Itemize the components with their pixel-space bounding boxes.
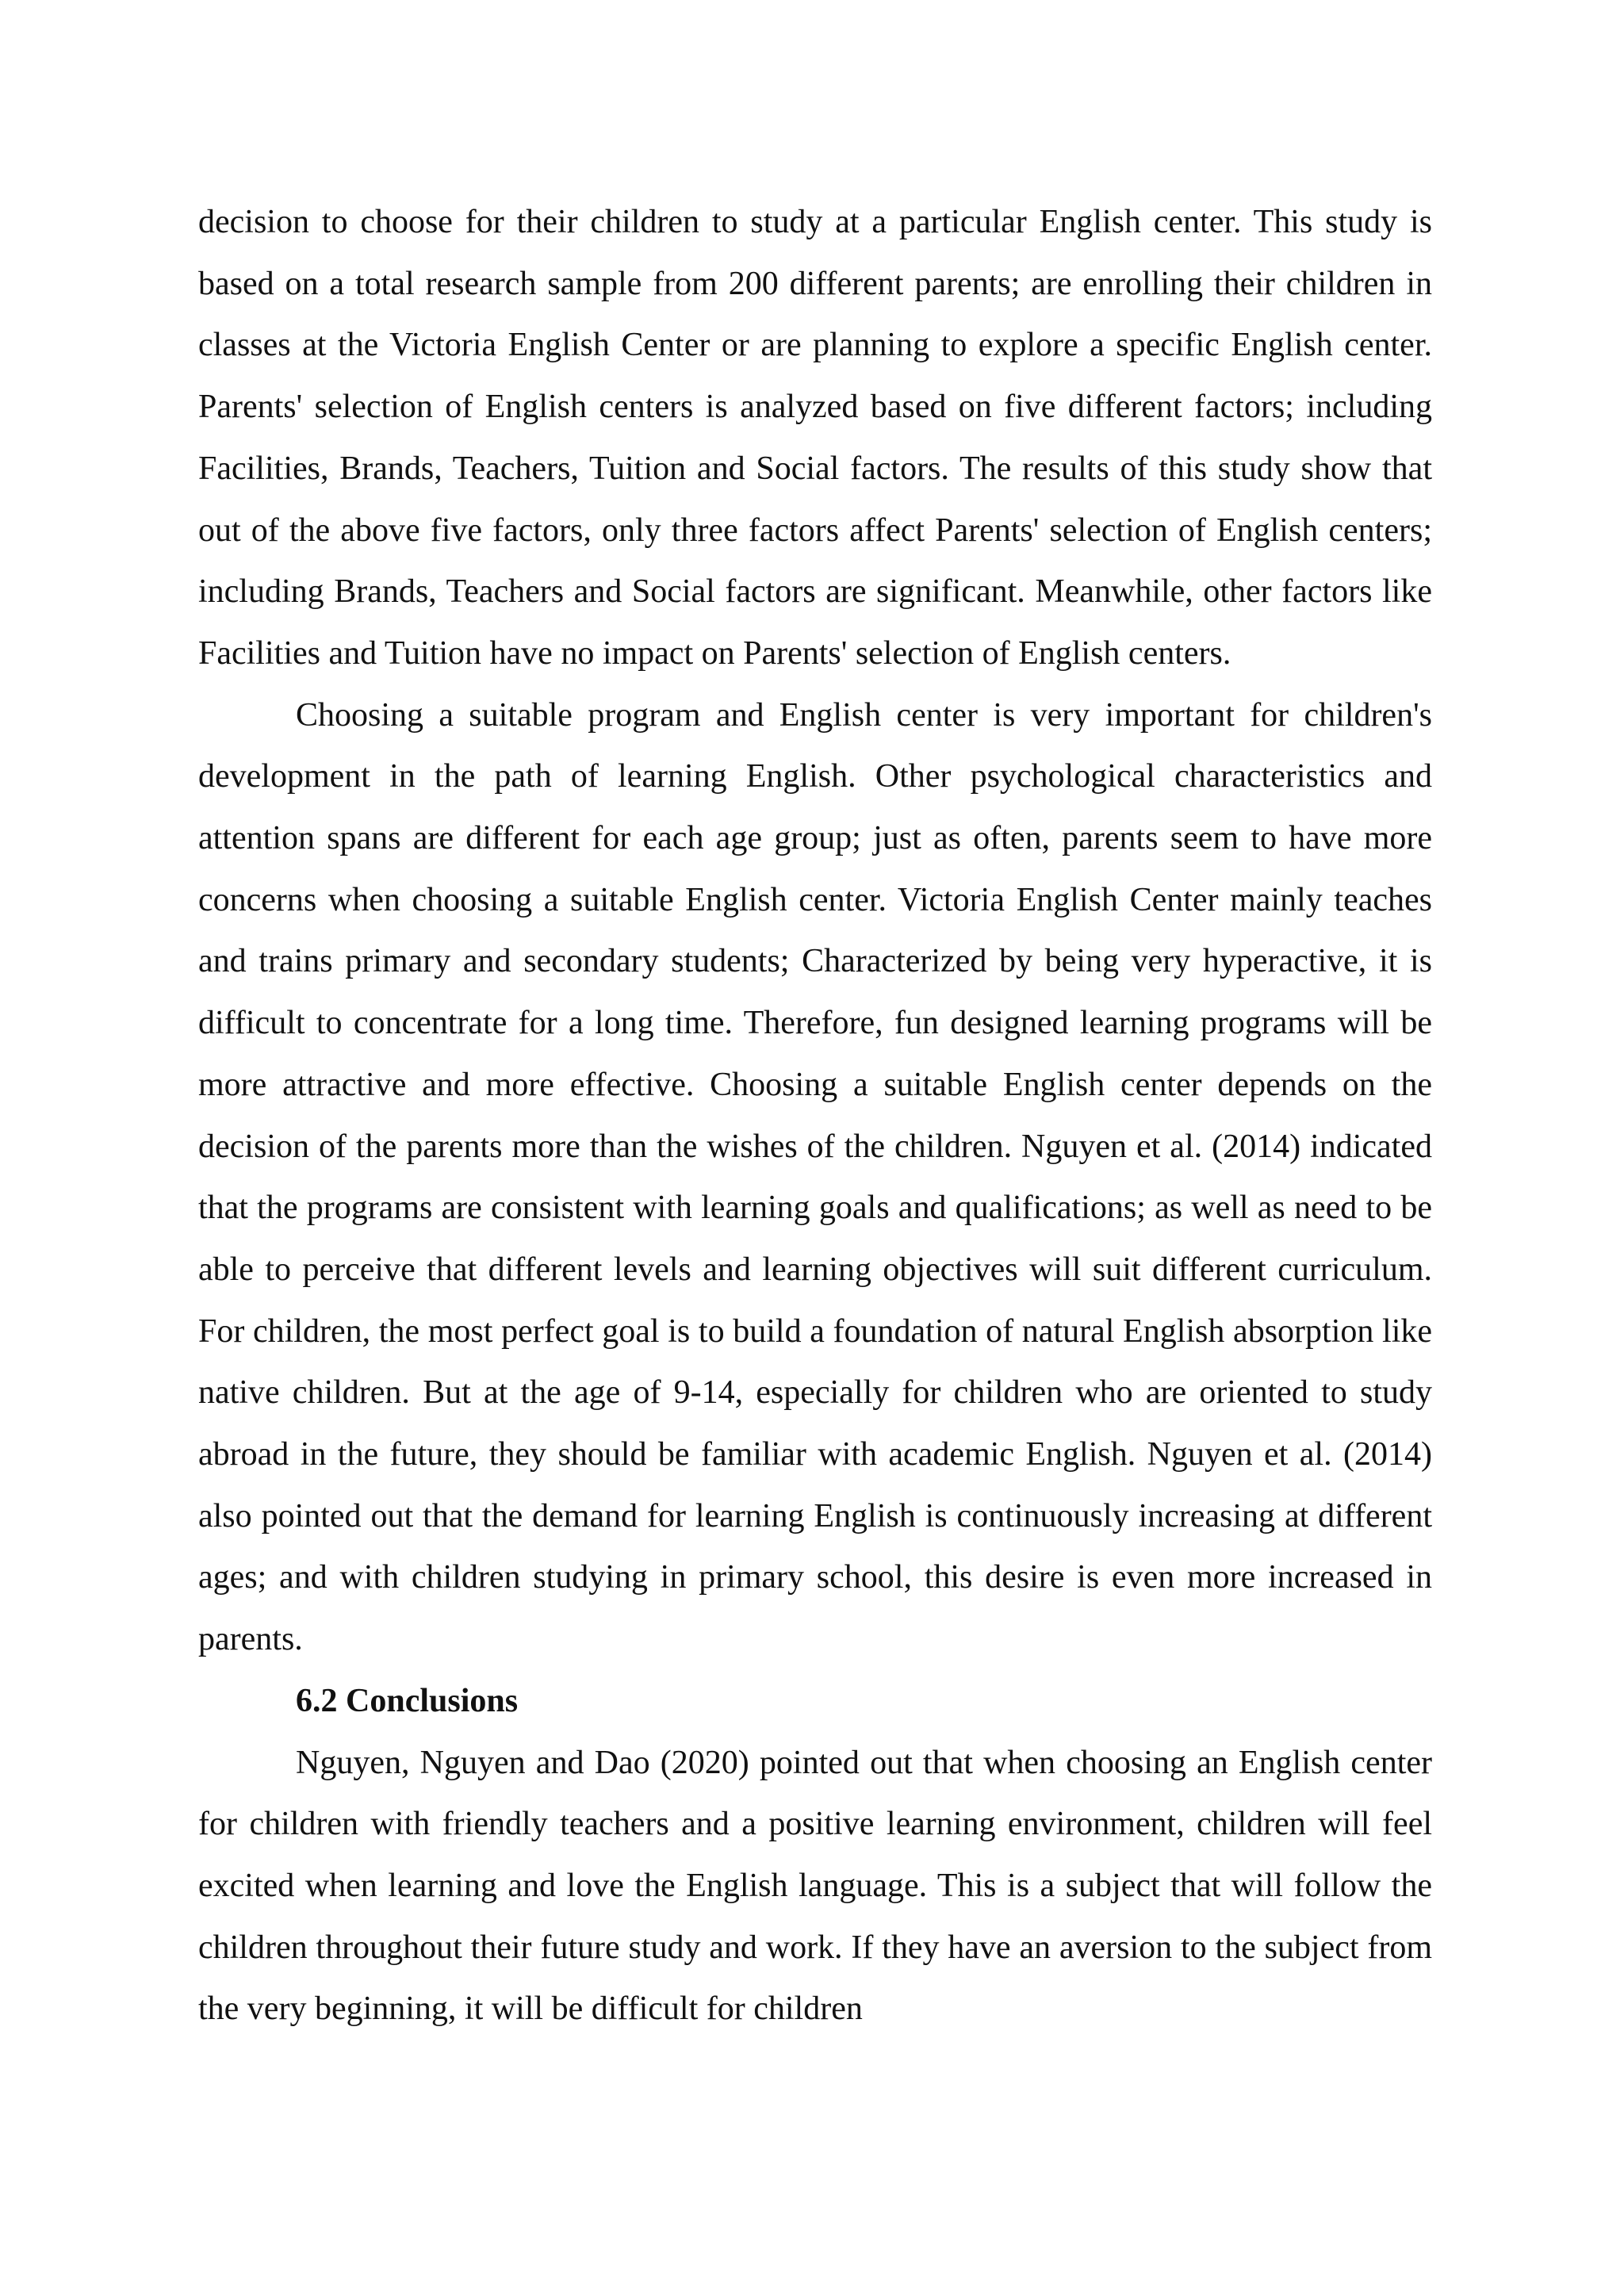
document-body: [198, 192, 1432, 2040]
section-heading-conclusions: 6.2 Conclusions: [296, 1682, 519, 1719]
paragraph-continued-study-summary: decision to choose for their children to study at a particular English center. This study is based on a total research sample from 200 different parents; are enrolling their children in classes at the Victoria English Center or are planning to explore a specific English center. Parents' selection of English centers is analyzed based on five different factors; including Facilities, Brands, Teachers, Tuition and Social factors. The results of this study show that out of the above five factors, only three factors affect Parents' selection of English centers; including Brands, Teachers and Social factors are significant. Meanwhile, other factors like Facilities and Tuition have no impact on Parents' selection of English centers.: [198, 204, 1432, 672]
paragraph-conclusions: Nguyen, Nguyen and Dao (2020) pointed out that when choosing an English center for children with friendly teachers and a positive learning environment, children will feel excited when learning and love the English language. This is a subject that will follow the children throughout their future study and work. If they have an aversion to the subject from the very beginning, it will be difficult for children: [198, 1744, 1432, 2028]
paragraph-choosing-program: Choosing a suitable program and English center is very important for children's development in the path of learning English. Other psychological characteristics and attention spans are different for each age group; just as often, parents seem to have more concerns when choosing a suitable English center. Victoria English Center mainly teaches and trains primary and secondary students; Characterized by being very hyperactive, it is difficult to concentrate for a long time. Therefore, fun designed learning programs will be more attractive and more effective. Choosing a suitable English center depends on the decision of the parents more than the wishes of the children. Nguyen et al. (2014) indicated that the programs are consistent with learning goals and qualifications; as well as need to be able to perceive that different levels and learning objectives will suit different curriculum. For children, the most perfect goal is to build a foundation of natural English absorption like native children. But at the age of 9-14, especially for children who are oriented to study abroad in the future, they should be familiar with academic English. Nguyen et al. (2014) also pointed out that the demand for learning English is continuously increasing at different ages; and with children studying in primary school, this desire is even more increased in parents.: [198, 696, 1432, 1658]
